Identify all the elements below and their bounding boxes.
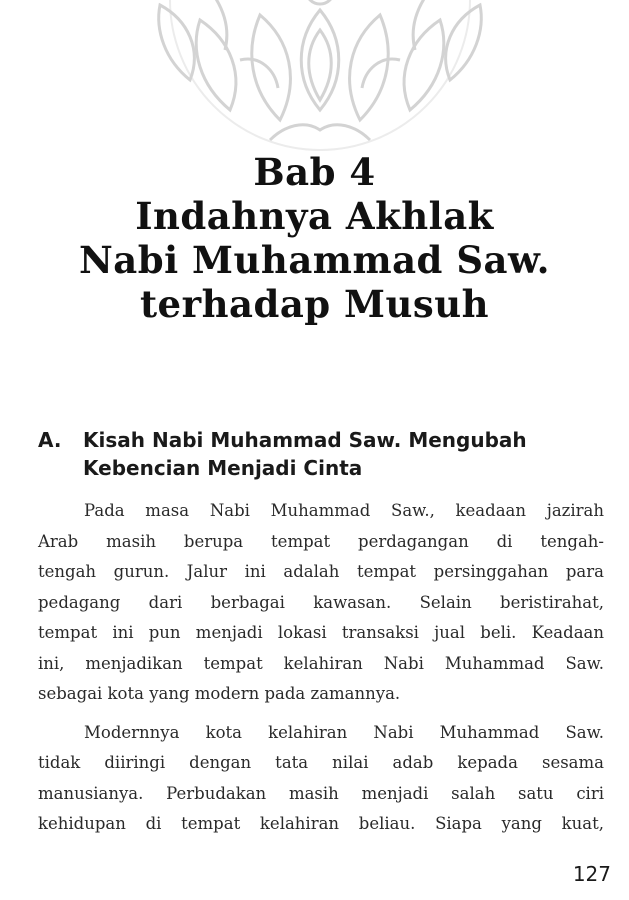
paragraph-line: tidak diiringi dengan tata nilai adab kepada sesama <box>38 753 604 772</box>
section-heading <box>38 426 613 482</box>
paragraph-2 <box>38 718 604 840</box>
paragraph-line: tempat ini pun menjadi lokasi transaksi jual beli. Keadaan <box>38 623 604 642</box>
body-text <box>38 496 604 848</box>
paragraph-line: sebagai kota yang modern pada zamannya. <box>38 684 401 703</box>
paragraph-line: tengah gurun. Jalur ini adalah tempat persinggahan para <box>38 562 604 581</box>
section-title-line: Kisah Nabi Muhammad Saw. Mengubah <box>83 428 527 452</box>
paragraph-line: Arab masih berupa tempat perdagangan di tengah- <box>38 531 604 551</box>
chapter-title-line: Bab 4 <box>253 150 376 194</box>
chapter-title-line: Nabi Muhammad Saw. <box>78 238 551 282</box>
paragraph-line: Modernnya kota kelahiran Nabi Muhammad Saw. <box>84 722 604 742</box>
floral-ornament-icon <box>110 0 530 170</box>
paragraph-line: pedagang dari berbagai kawasan. Selain beristirahat, <box>38 592 604 612</box>
paragraph-line: kehidupan di tempat kelahiran beliau. Siapa yang kuat, <box>38 814 604 833</box>
section-title-line: Kebencian Menjadi Cinta <box>83 456 363 480</box>
section-number: A. <box>38 428 62 452</box>
paragraph-1 <box>38 496 604 710</box>
section-title <box>83 426 613 482</box>
paragraph-line: manusianya. Perbudakan masih menjadi salah satu ciri <box>38 783 604 803</box>
paragraph-line: Pada masa Nabi Muhammad Saw., keadaan jazirah <box>84 501 604 520</box>
chapter-title-line: terhadap Musuh <box>139 282 490 326</box>
paragraph-line: ini, menjadikan tempat kelahiran Nabi Muhammad Saw. <box>38 653 604 673</box>
chapter-title-line: Indahnya Akhlak <box>135 194 494 238</box>
page-number: 127 <box>572 862 611 886</box>
chapter-title <box>0 150 629 326</box>
